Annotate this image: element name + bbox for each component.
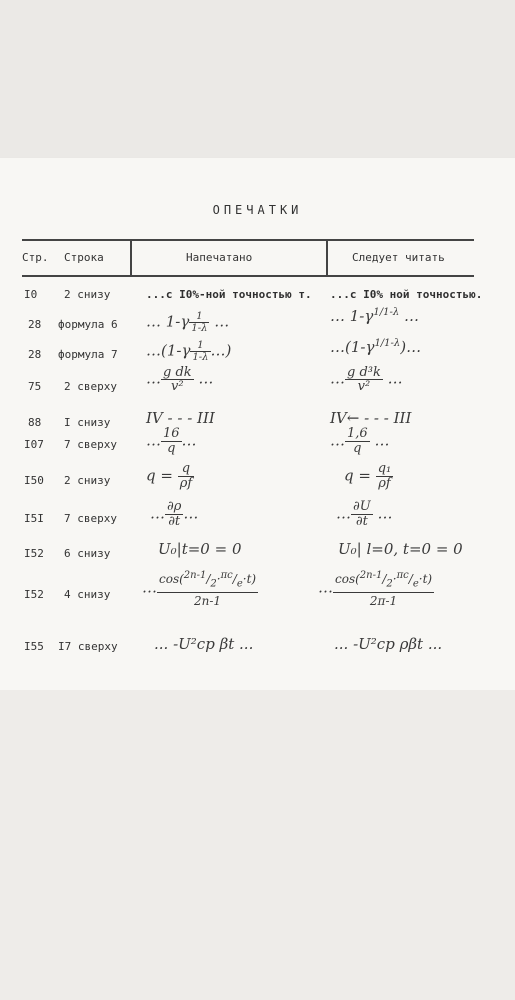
table-divider-2 [326, 239, 328, 276]
header-should-read: Следует читать [352, 251, 445, 264]
row-3-line: формула 7 [58, 348, 118, 361]
row-2-correct: … $1-\gamma^{1/1-\lambda}$ … [330, 307, 419, 325]
row-8-printed: … $\frac{\partial\rho}{\partial t}$ … [150, 499, 199, 529]
row-9-printed: U₀|t=0 = 0 [158, 540, 242, 558]
background-top [0, 0, 515, 160]
header-page: Стр. [22, 251, 49, 264]
row-7-printed: q = $\frac{q}{\rho f}$ [146, 461, 193, 491]
row-5-printed: IV - - - III [146, 409, 215, 427]
row-9-line: 6 снизу [64, 547, 111, 560]
row-9-page: I52 [24, 547, 44, 560]
row-10-page: I52 [24, 588, 44, 601]
row-1-line: 2 снизу [64, 288, 111, 301]
row-6-line: 7 сверху [64, 438, 117, 451]
row-5-correct: IV← - - - III [330, 409, 412, 427]
header-line: Строка [64, 251, 104, 264]
row-11-page: I55 [24, 640, 44, 653]
row-1-correct: ...с I0% ной точностью. [330, 288, 483, 301]
row-3-printed: …(1-γ $\frac{1}{1-\lambda}$ …) [146, 340, 232, 363]
row-6-printed: … $\frac{16}{q}$ … [146, 426, 197, 456]
row-7-page: I50 [24, 474, 44, 487]
row-6-correct: … $\frac{1,6}{q}$ … [330, 426, 390, 456]
row-7-correct: q = $\frac{\text{q₁}}{\rho f}$ [344, 461, 392, 491]
header-printed: Напечатано [186, 251, 253, 264]
page-title: ОПЕЧАТКИ [212, 203, 303, 217]
row-3-page: 28 [28, 348, 42, 361]
row-6-page: I07 [24, 438, 44, 451]
row-5-line: I снизу [64, 416, 111, 429]
row-10-line: 4 снизу [64, 588, 111, 601]
table-header-bottom-rule [22, 275, 474, 277]
row-10-printed: … $\frac{\cos(^{2n-1}/_2\cdot^{\pi c}/_e\cdot t)}{2n-1}$ [142, 570, 257, 609]
row-3-correct: $\dots(1-\gamma^{1/1-\lambda})\dots$ [330, 338, 422, 356]
row-10-correct: … $\frac{\cos(^{2n-1}/_2\cdot^{\pi c}/_e\cdot t)}{2\pi-1}$ [318, 570, 433, 609]
row-7-line: 2 снизу [64, 474, 111, 487]
row-4-line: 2 сверху [64, 380, 117, 393]
row-1-printed: ...с I0%-ной точностью т. [146, 288, 312, 301]
row-11-line: I7 сверху [58, 640, 118, 653]
row-11-correct: ... -U²cp ρβt ... [334, 635, 443, 653]
table-top-rule [22, 239, 474, 241]
row-5-page: 88 [28, 416, 42, 429]
row-8-line: 7 сверху [64, 512, 117, 525]
row-8-correct: … $\frac{\partial U}{\partial t}$ … [336, 499, 393, 529]
table-divider-1 [130, 239, 132, 276]
row-2-printed: … 1-γ $\frac{1}{1-\lambda}$ … [146, 311, 230, 334]
row-9-correct: U₀| l=0, t=0 = 0 [338, 540, 463, 558]
row-2-page: 28 [28, 318, 42, 331]
row-11-printed: ... -U²cp βt ... [154, 635, 254, 653]
row-1-page: I0 [24, 288, 38, 301]
row-8-page: I5I [24, 512, 44, 525]
row-4-page: 75 [28, 380, 42, 393]
row-4-printed: … $\frac{\text{g dk}}{\text{v²}}$ … [146, 365, 214, 394]
row-2-line: формула 6 [58, 318, 118, 331]
background-bottom [0, 690, 515, 1000]
row-4-correct: … $\frac{\text{g d³k}}{\text{v²}}$ … [330, 365, 403, 394]
